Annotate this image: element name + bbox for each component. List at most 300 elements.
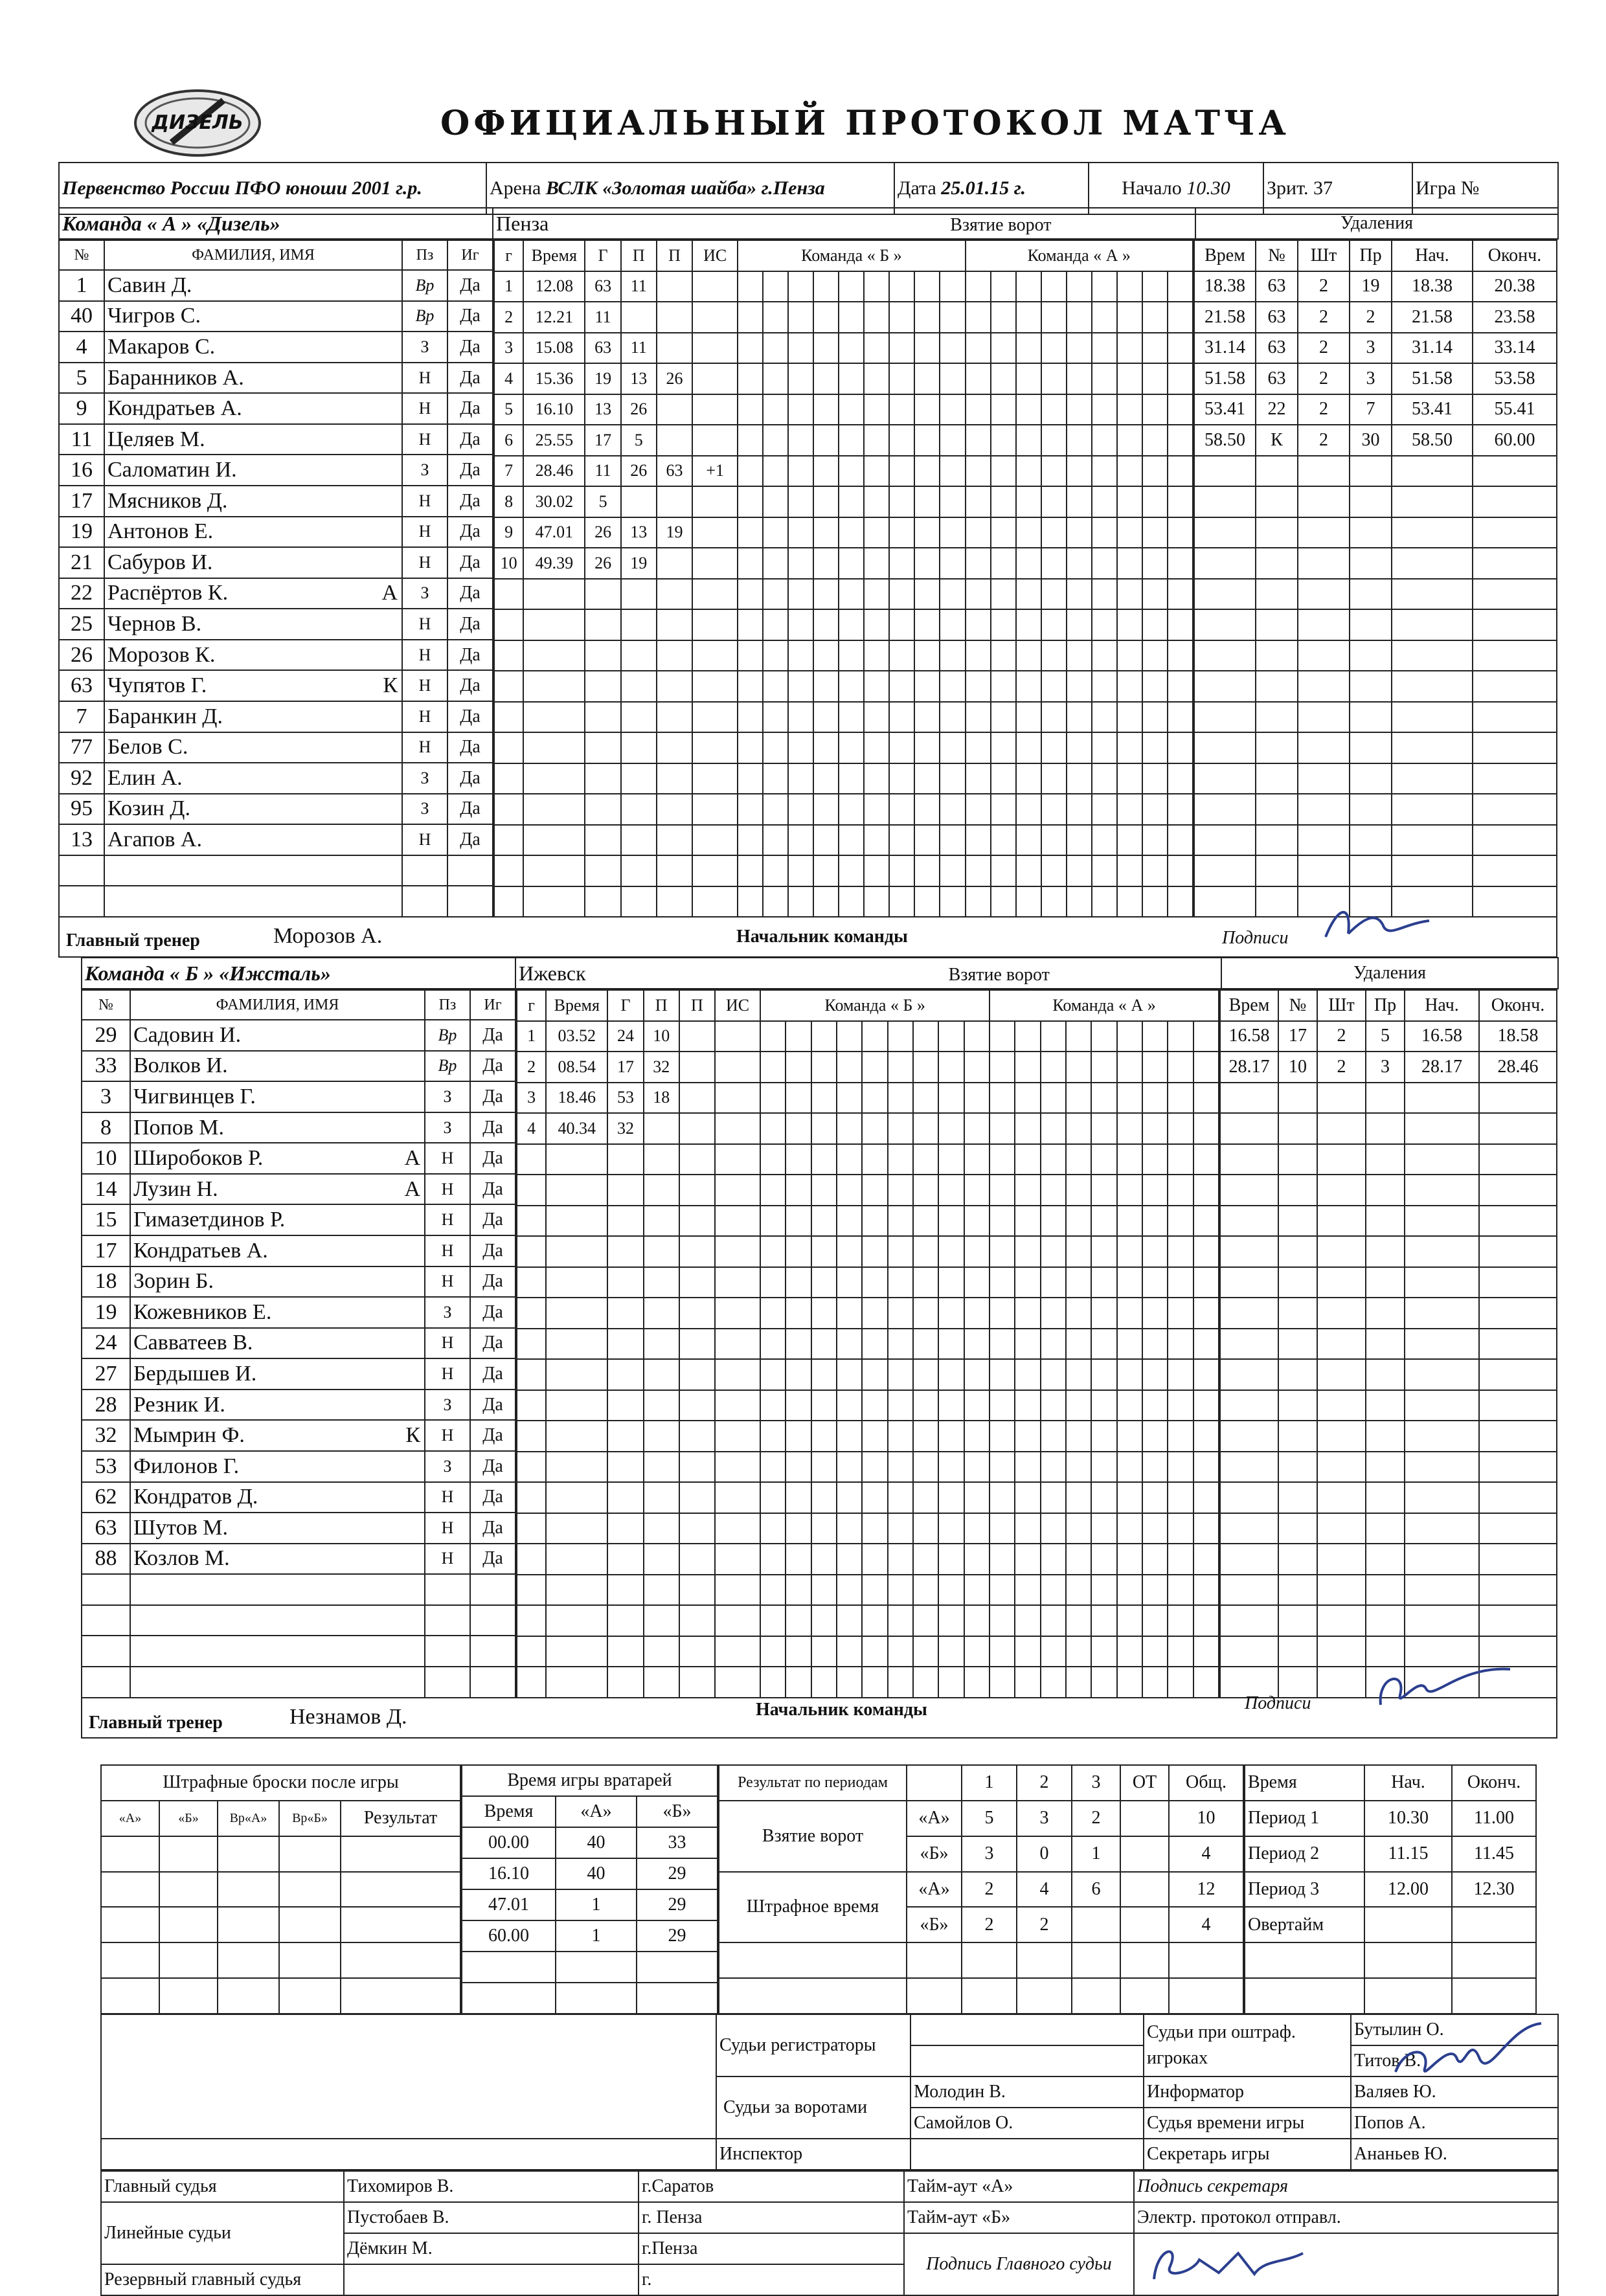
goal-is <box>715 1544 760 1575</box>
grid-cell <box>914 486 940 517</box>
goal-time <box>546 1175 607 1206</box>
grid-cell <box>991 702 1016 733</box>
grid-cell <box>914 579 940 610</box>
grid-cell <box>914 763 940 794</box>
penalty-no <box>1256 486 1298 517</box>
grid-cell <box>862 1452 887 1483</box>
grid-cell <box>1016 271 1041 302</box>
penalty-start <box>1405 1452 1479 1483</box>
goal-p1: 13 <box>621 363 657 394</box>
penalty-start <box>1392 486 1473 517</box>
grid-cell <box>788 363 813 394</box>
player-name <box>104 670 402 701</box>
grid-cell <box>1168 1359 1193 1390</box>
goal-g <box>517 1575 546 1606</box>
player-number: 24 <box>82 1328 130 1359</box>
referee-signature <box>1141 2234 1309 2292</box>
penalty-no <box>1278 1329 1317 1360</box>
goalie-row <box>462 1858 718 1889</box>
goal-time <box>546 1236 607 1267</box>
grid-cell <box>813 517 839 548</box>
penalty-no <box>1278 1206 1317 1237</box>
penalty-time <box>1220 1083 1278 1114</box>
grid-cell <box>811 1667 837 1698</box>
player-number: 16 <box>59 455 104 486</box>
grid-cell <box>839 486 864 517</box>
player-number: 25 <box>59 609 104 640</box>
player-position <box>425 1574 470 1605</box>
grid-cell <box>913 1113 938 1144</box>
grid-cell <box>1016 486 1041 517</box>
goalie-col: «Б» <box>637 1796 718 1827</box>
goal-p1 <box>644 1636 679 1667</box>
grid-cell <box>914 702 940 733</box>
goal-p1: 32 <box>644 1052 679 1083</box>
grid-cell <box>1142 548 1168 579</box>
penalty-row <box>1220 1113 1557 1144</box>
goal-p2 <box>679 1113 715 1144</box>
team-a-city: Пенза <box>496 211 549 235</box>
grid-cell <box>1168 671 1193 702</box>
goal-time <box>546 1298 607 1329</box>
grid-cell <box>888 1390 913 1421</box>
goal-g <box>585 825 620 856</box>
grid-cell <box>888 1021 913 1052</box>
team-a-goals: г Время Г П П ИС Команда « Б » Команда « А » 1 12.08 63 11 2 12.21 11 3 15.08 63 11 4 15.36 19 13 26 5 16.10 13 26 6 25.55 17 5 7 28.46 11 26 63 +1 8 30.02 5 9 47.01 26 13 19 10 49.39 26 19 <box>493 240 1193 917</box>
grid-cell <box>786 1667 811 1698</box>
grid-cell <box>788 886 813 917</box>
player-played: Да <box>447 794 493 825</box>
player-name-text: Сабуров И. <box>107 550 213 574</box>
goal-row <box>494 333 1193 364</box>
goal-row <box>517 1605 1219 1636</box>
penalty-end <box>1479 1083 1557 1114</box>
grid-cell <box>811 1513 837 1544</box>
goal-row <box>517 1329 1219 1360</box>
penalty-pr <box>1350 640 1392 671</box>
goal-row <box>517 1390 1219 1421</box>
col-ig: Иг <box>447 240 493 270</box>
goal-p1 <box>644 1605 679 1636</box>
player-number <box>59 855 104 886</box>
inspector-label: Инспектор <box>716 2139 910 2170</box>
grid-cell <box>940 886 965 917</box>
player-position: З <box>425 1451 470 1482</box>
goal-is <box>715 1113 760 1144</box>
goal-p1 <box>621 763 657 794</box>
grid-cell <box>1015 1113 1040 1144</box>
penalty-pr: 2 <box>1350 302 1392 333</box>
period-results-title: Результат по периодам <box>719 1765 907 1801</box>
player-name <box>130 1328 425 1359</box>
penalty-end <box>1473 548 1557 579</box>
player-name-text: Мымрин Ф. <box>133 1423 245 1448</box>
grid-cell <box>990 1113 1015 1144</box>
grid-cell <box>889 702 914 733</box>
grid-cell <box>738 794 763 825</box>
grid-cell <box>914 302 940 333</box>
goal-p2 <box>657 732 692 763</box>
player-number: 3 <box>82 1081 130 1112</box>
player-played <box>470 1667 515 1698</box>
table-row <box>82 1174 515 1205</box>
goal-is <box>715 1052 760 1083</box>
goal-g <box>607 1667 643 1698</box>
grid-cell <box>1193 1605 1219 1636</box>
penalty-sht <box>1317 1544 1366 1575</box>
grid-cell <box>888 1206 913 1237</box>
penalty-sht: 2 <box>1317 1052 1366 1083</box>
grid-cell <box>966 732 991 763</box>
goalie-cell: 33 <box>637 1827 718 1858</box>
grid-cell <box>991 456 1016 487</box>
player-name <box>104 732 402 763</box>
goal-time: 40.34 <box>546 1113 607 1144</box>
goal-is <box>692 363 738 394</box>
grid-cell <box>990 1390 1015 1421</box>
grid-cell <box>964 1175 990 1206</box>
grid-cell <box>990 1605 1015 1636</box>
grid-cell <box>786 1144 811 1175</box>
player-number: 27 <box>82 1358 130 1390</box>
player-role: А <box>404 1176 420 1201</box>
grid-cell <box>964 1359 990 1390</box>
player-name <box>130 1605 425 1636</box>
grid-cell <box>888 1298 913 1329</box>
grid-cell <box>938 1575 964 1606</box>
grid-cell <box>940 825 965 856</box>
goal-p2 <box>657 855 692 886</box>
goal-is <box>715 1021 760 1052</box>
player-played: Да <box>470 1020 515 1051</box>
grid-cell <box>1067 363 1092 394</box>
grid-cell <box>913 1359 938 1390</box>
penalty-start <box>1405 1359 1479 1390</box>
goal-g: 6 <box>494 425 523 456</box>
grid-cell <box>1142 1236 1168 1267</box>
goal-is <box>715 1329 760 1360</box>
grid-cell <box>1066 1575 1091 1606</box>
grid-cell <box>811 1206 837 1237</box>
penalty-no <box>1256 702 1298 733</box>
table-row <box>59 794 493 825</box>
grid-cell <box>990 1329 1015 1360</box>
team-b-city: Ижевск <box>519 961 586 985</box>
penalty-row <box>1194 425 1557 456</box>
grid-cell <box>1041 1575 1066 1606</box>
goal-row <box>517 1021 1219 1052</box>
penalty-sht <box>1317 1113 1366 1144</box>
grid-cell <box>760 1575 786 1606</box>
grid-cell <box>991 302 1016 333</box>
grid-cell <box>1168 1544 1193 1575</box>
penalty-time <box>1194 886 1256 917</box>
grid-cell <box>966 794 991 825</box>
goal-g <box>517 1513 546 1544</box>
timekeeper-label: Судья времени игры <box>1144 2108 1351 2139</box>
grid-cell <box>760 1605 786 1636</box>
team-b-signature <box>1368 1663 1517 1715</box>
grid-cell <box>813 671 839 702</box>
player-number: 10 <box>82 1143 130 1174</box>
grid-cell <box>1193 1236 1219 1267</box>
player-name-text: Зорин Б. <box>133 1269 214 1294</box>
goal-g <box>585 609 620 640</box>
grid-cell <box>811 1144 837 1175</box>
grid-cell <box>1117 1083 1142 1114</box>
grid-cell <box>1117 1544 1142 1575</box>
player-name <box>130 1081 425 1112</box>
grid-cell <box>913 1267 938 1298</box>
grid-cell <box>966 763 991 794</box>
grid-cell <box>864 609 889 640</box>
goal-p1 <box>644 1144 679 1175</box>
penalty-no <box>1256 517 1298 548</box>
goal-g <box>517 1359 546 1390</box>
goal-g: 24 <box>607 1021 643 1052</box>
grid-cell <box>786 1298 811 1329</box>
penalty-pr <box>1366 1359 1405 1390</box>
team-a-coach-label: Главный тренер <box>66 930 200 951</box>
grid-cell <box>1015 1636 1040 1667</box>
grid-cell <box>811 1113 837 1144</box>
player-name-text: Козин Д. <box>107 796 190 821</box>
penalty-time <box>1220 1482 1278 1513</box>
grid-cell <box>1168 855 1193 886</box>
penalty-end: 60.00 <box>1473 425 1557 456</box>
penalty-no: 17 <box>1278 1021 1317 1052</box>
penalty-row <box>1220 1513 1557 1544</box>
goalie-row <box>462 1889 718 1920</box>
grid-cell <box>1091 1636 1116 1667</box>
goal-time: 08.54 <box>546 1052 607 1083</box>
grid-cell <box>990 1052 1015 1083</box>
grid-cell <box>1067 702 1092 733</box>
grid-cell <box>763 425 788 456</box>
player-number: 17 <box>59 486 104 517</box>
player-position: Н <box>402 640 447 671</box>
grid-cell <box>1092 486 1117 517</box>
championship: Первенство России ПФО юноши 2001 г.р. <box>59 163 486 214</box>
goal-g <box>517 1544 546 1575</box>
goal-p2 <box>657 640 692 671</box>
goal-row <box>494 517 1193 548</box>
penalty-pr <box>1366 1083 1405 1114</box>
penalty-row <box>1194 302 1557 333</box>
grid-cell <box>786 1575 811 1606</box>
grid-cell <box>1041 1452 1066 1483</box>
goal-g <box>585 671 620 702</box>
goal-g <box>517 1636 546 1667</box>
linesmen-label: Линейные судьи <box>101 2202 344 2264</box>
grid-cell <box>990 1667 1015 1698</box>
grid-cell <box>1117 1329 1142 1360</box>
grid-cell <box>1041 1513 1066 1544</box>
player-number: 19 <box>59 517 104 548</box>
player-played: Да <box>470 1390 515 1421</box>
penalty-end <box>1473 794 1557 825</box>
goal-p2 <box>679 1175 715 1206</box>
penalty-no <box>1256 855 1298 886</box>
penalty-no <box>1278 1452 1317 1483</box>
grid-cell <box>1016 640 1041 671</box>
penalty-time: 58.50 <box>1194 425 1256 456</box>
penalty-row <box>1220 1329 1557 1360</box>
penalty-end: 18.58 <box>1479 1021 1557 1052</box>
penalty-row <box>1220 1052 1557 1083</box>
penalty-sht <box>1317 1175 1366 1206</box>
grid-cell <box>864 517 889 548</box>
grid-cell <box>964 1636 990 1667</box>
penalty-time: 18.38 <box>1194 271 1256 302</box>
period-value: 0 <box>1017 1836 1072 1872</box>
penalty-end <box>1473 702 1557 733</box>
grid-cell <box>1091 1390 1116 1421</box>
period-value: 6 <box>1072 1872 1120 1908</box>
grid-cell <box>938 1175 964 1206</box>
grid-cell <box>786 1544 811 1575</box>
grid-cell <box>1041 1390 1066 1421</box>
goal-is <box>715 1267 760 1298</box>
player-name <box>104 517 402 548</box>
penalty-time <box>1194 486 1256 517</box>
grid-cell <box>864 394 889 425</box>
grid-cell <box>1015 1482 1040 1513</box>
periods-col: Оконч. <box>1452 1765 1536 1801</box>
penalty-sht <box>1298 702 1350 733</box>
grid-cell <box>914 394 940 425</box>
penalty-sht <box>1298 548 1350 579</box>
goal-is: +1 <box>692 456 738 487</box>
grid-cell <box>1193 1267 1219 1298</box>
goal-p1 <box>621 640 657 671</box>
penalty-start <box>1392 609 1473 640</box>
penalty-sht <box>1317 1267 1366 1298</box>
grid-cell <box>837 1206 862 1237</box>
goal-p2 <box>679 1575 715 1606</box>
grid-cell <box>964 1667 990 1698</box>
penalty-start <box>1405 1267 1479 1298</box>
grid-cell <box>837 1605 862 1636</box>
player-played: Да <box>470 1451 515 1482</box>
penalty-end <box>1473 732 1557 763</box>
goal-is <box>692 732 738 763</box>
grid-cell <box>837 1636 862 1667</box>
grid-cell <box>938 1359 964 1390</box>
grid-cell <box>837 1513 862 1544</box>
grid-cell <box>938 1298 964 1329</box>
goal-is <box>715 1390 760 1421</box>
grid-cell <box>888 1482 913 1513</box>
penalty-row <box>1220 1482 1557 1513</box>
player-name <box>130 1390 425 1421</box>
grid-cell <box>940 763 965 794</box>
goal-g: 3 <box>494 333 523 364</box>
game-number: Игра № <box>1412 163 1558 214</box>
goal-is <box>692 394 738 425</box>
grid-cell <box>1066 1267 1091 1298</box>
penalty-sht <box>1317 1144 1366 1175</box>
grid-cell <box>839 886 864 917</box>
grid-cell <box>788 671 813 702</box>
table-row <box>59 301 493 332</box>
grid-cell <box>786 1175 811 1206</box>
penalty-no <box>1278 1298 1317 1329</box>
goal-g: 63 <box>585 271 620 302</box>
player-played: Да <box>447 363 493 394</box>
penalty-no <box>1278 1513 1317 1544</box>
table-row <box>82 1667 515 1698</box>
secretary: Ананьев Ю. <box>1351 2139 1558 2170</box>
grid-cell <box>1041 1083 1066 1114</box>
penalty-end <box>1479 1544 1557 1575</box>
grid-cell <box>888 1452 913 1483</box>
grid-cell <box>966 609 991 640</box>
grid-cell <box>1067 794 1092 825</box>
grid-cell <box>837 1113 862 1144</box>
table-row <box>82 1451 515 1482</box>
table-row <box>59 824 493 855</box>
grid-cell <box>788 855 813 886</box>
penalty-end <box>1479 1359 1557 1390</box>
grid-cell <box>1117 1113 1142 1144</box>
shootout-col: Результат <box>341 1801 460 1836</box>
grid-cell <box>1067 763 1092 794</box>
player-position: Н <box>402 670 447 701</box>
grid-cell <box>864 794 889 825</box>
goal-p2 <box>657 794 692 825</box>
grid-cell <box>990 1513 1015 1544</box>
grid-cell <box>1117 456 1142 487</box>
table-row <box>82 1266 515 1298</box>
player-played <box>447 886 493 917</box>
grid-cell <box>1015 1421 1040 1452</box>
grid-cell <box>1067 486 1092 517</box>
penalty-sht <box>1298 579 1350 610</box>
grid-cell <box>1117 579 1142 610</box>
goal-row <box>494 579 1193 610</box>
player-name <box>104 609 402 640</box>
goal-time <box>546 1575 607 1606</box>
grid-cell <box>1016 548 1041 579</box>
grid-cell <box>864 548 889 579</box>
penalty-pr <box>1366 1298 1405 1329</box>
penalty-time <box>1194 548 1256 579</box>
penalty-no <box>1278 1544 1317 1575</box>
grid-cell <box>1041 394 1067 425</box>
table-row <box>82 1328 515 1359</box>
referee-sign-label: Подпись Главного судьи <box>904 2233 1134 2295</box>
grid-cell <box>913 1667 938 1698</box>
penalty-start <box>1405 1329 1479 1360</box>
grid-cell <box>1117 1390 1142 1421</box>
goal-time <box>546 1605 607 1636</box>
player-name-text: Резник И. <box>133 1392 225 1417</box>
grid-cell <box>1067 609 1092 640</box>
grid-cell <box>1066 1544 1091 1575</box>
goal-g: 5 <box>585 486 620 517</box>
goal-time <box>546 1667 607 1698</box>
penalty-time: 21.58 <box>1194 302 1256 333</box>
goal-is <box>692 425 738 456</box>
grid-cell <box>786 1390 811 1421</box>
player-played: Да <box>447 301 493 332</box>
grid-cell <box>966 702 991 733</box>
grid-cell <box>1117 1267 1142 1298</box>
grid-cell <box>864 763 889 794</box>
goal-time: 12.21 <box>523 302 585 333</box>
grid-cell <box>1041 702 1067 733</box>
